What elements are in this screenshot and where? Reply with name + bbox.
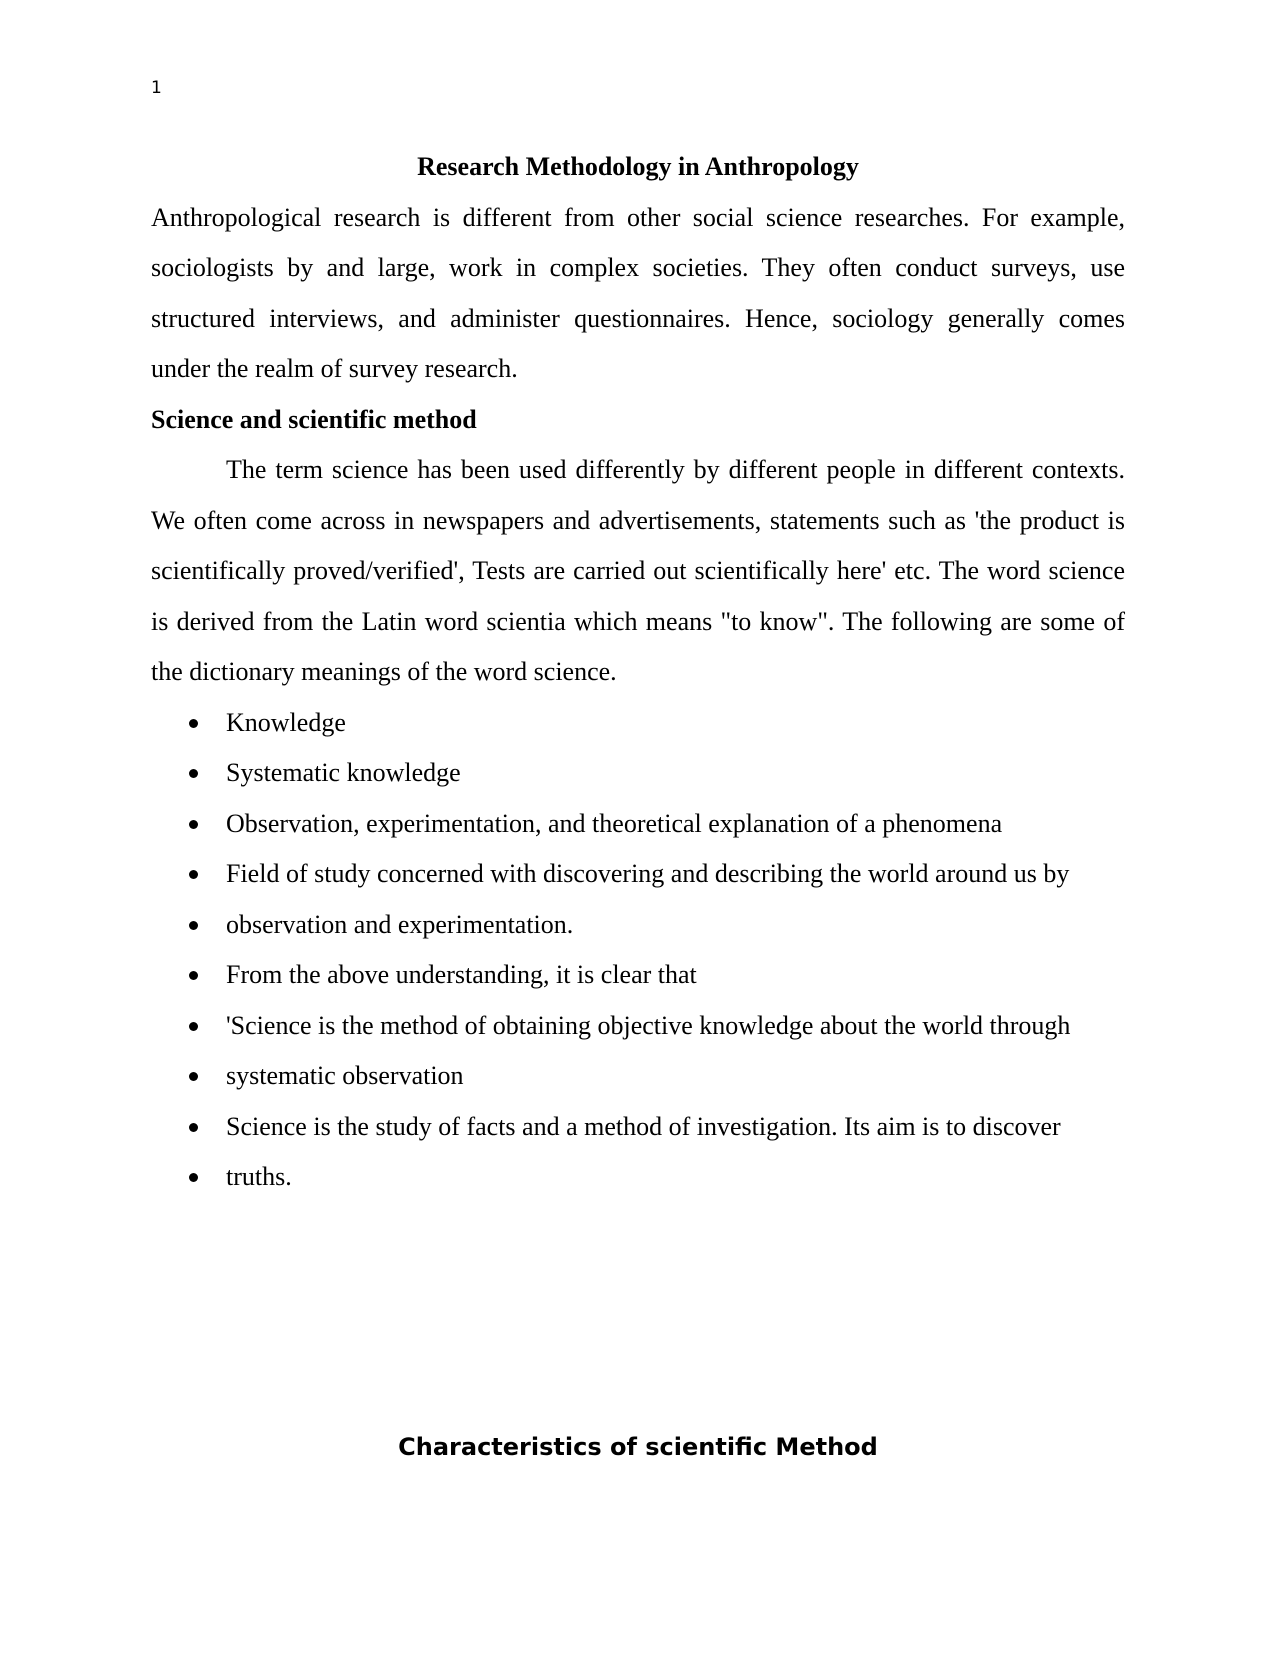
list-item — [151, 950, 1125, 1001]
bullet-icon — [189, 1173, 198, 1182]
list-item-text: Science is the study of facts and a method of investigation. Its aim is to discover — [226, 1111, 1061, 1141]
list-item-text: truths. — [226, 1162, 292, 1191]
list-item-text: systematic observation — [226, 1061, 464, 1090]
document-body — [151, 142, 1125, 1203]
list-item-text: Field of study concerned with discovering and describing the world around us by — [226, 859, 1070, 888]
bullet-icon — [189, 971, 198, 980]
list-item — [151, 1102, 1125, 1153]
list-item — [151, 748, 1125, 799]
list-item — [151, 698, 1125, 749]
list-item-text: Observation, experimentation, and theoretical explanation of a phenomena — [226, 808, 1003, 838]
list-item-text: Knowledge — [226, 707, 346, 737]
bullet-icon — [189, 870, 198, 879]
list-item — [151, 849, 1125, 900]
list-item-text: observation and experimentation. — [226, 909, 574, 939]
document-title: Research Methodology in Anthropology — [417, 152, 859, 181]
bullet-icon — [189, 921, 198, 930]
list-item-text: From the above understanding, it is clear that — [226, 960, 697, 989]
list-item — [151, 1051, 1125, 1102]
list-item — [151, 900, 1125, 951]
bullet-icon — [189, 1072, 198, 1081]
characteristics-heading: Characteristics of scientific Method — [398, 1433, 878, 1461]
bullet-icon — [189, 1123, 198, 1132]
bullet-icon — [189, 719, 198, 728]
bullet-icon — [189, 820, 198, 829]
science-paragraph: The term science has been used differently by different people in different contexts. We often come across in newspapers and advertisements, statements such as 'the product is scientifically proved/verified', Tests are carried out scientifically here' etc. The word science is derived from the Latin word scientia which means "to know". The following are some of the dictionary meanings of the word science. — [151, 455, 1125, 686]
list-item-text: Systematic knowledge — [226, 758, 461, 787]
bullet-icon — [189, 1022, 198, 1031]
definition-bullet-list — [151, 698, 1125, 1203]
list-item — [151, 1152, 1125, 1203]
intro-paragraph: Anthropological research is different from other social science researches. For example, sociologists by and large, work in complex societies. They often conduct surveys, use structured interviews, and administer questionnaires. Hence, sociology generally comes under the realm of survey research. — [151, 202, 1125, 383]
page-number: 1 — [151, 78, 162, 98]
bullet-icon — [189, 769, 198, 778]
list-item — [151, 1001, 1125, 1052]
list-item — [151, 799, 1125, 850]
section-heading-science: Science and scientific method — [151, 404, 477, 434]
list-item-text: 'Science is the method of obtaining objective knowledge about the world through — [226, 1010, 1071, 1040]
